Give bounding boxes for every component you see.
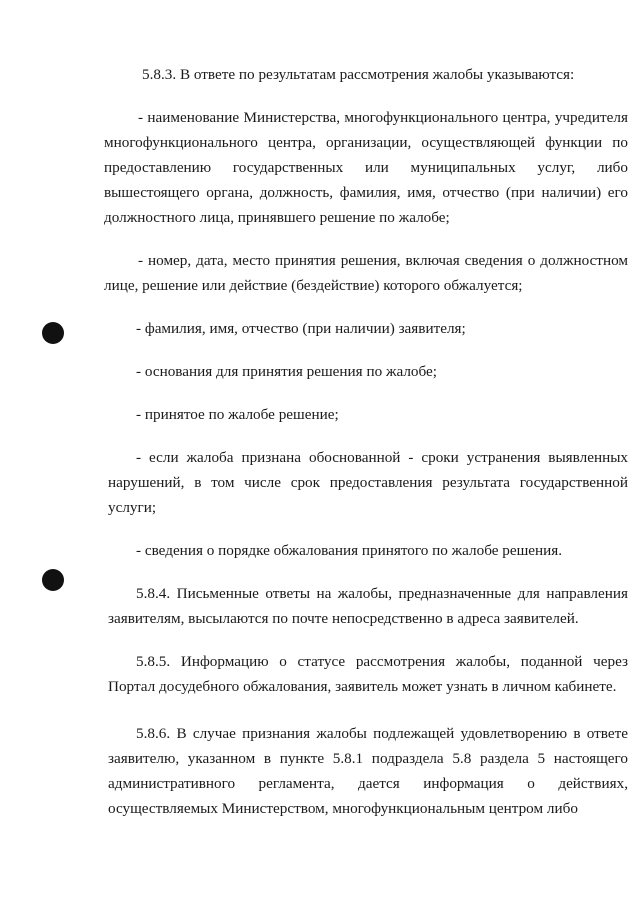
list-item-decision-grounds: - основания для принятия решения по жалобе;: [136, 363, 437, 380]
paragraph-5-8-5: 5.8.5. Информацию о статусе рассмотрения жалобы, поданной через Портал досудебного обжалования, заявитель может узнать в личном кабинете.: [108, 653, 628, 695]
paragraph-5-8-6: 5.8.6. В случае признания жалобы подлежащей удовлетворению в ответе заявителю, указанном в пункте 5.8.1 подраздела 5.8 раздела 5 настоящего административного регламента, дается информация о действиях, осуществляемых Министерством, многофункциональным центром либо: [108, 725, 628, 817]
document-body: [104, 62, 628, 821]
list-item-appeal-procedure: - сведения о порядке обжалования принятого по жалобе решения.: [136, 542, 563, 559]
list-item-violations-deadline: - если жалоба признана обоснованной - сроки устранения выявленных нарушений, в том числе срок предоставления результата государственной услуги;: [108, 449, 628, 516]
paragraph-5-8-3-heading: 5.8.3. В ответе по результатам рассмотрения жалобы указываются:: [142, 66, 575, 83]
paragraph-5-8-4: 5.8.4. Письменные ответы на жалобы, предназначенные для направления заявителям, высылаются по почте непосредственно в адреса заявителей.: [108, 585, 628, 627]
punch-hole-mark: [42, 322, 64, 344]
punch-hole-mark: [42, 569, 64, 591]
list-item-ministry-name: - наименование Министерства, многофункционального центра, учредителя многофункционального центра, организации, осуществляющей функции по предоставлению государственных или муниципальных услуг, либо вышестоящего органа, должность, фамилия, имя, отчество (при наличии) его должностного лица, принявшего решение по жалобе;: [104, 109, 628, 226]
list-item-decision-taken: - принятое по жалобе решение;: [136, 406, 339, 423]
list-item-applicant-name: - фамилия, имя, отчество (при наличии) заявителя;: [136, 320, 466, 337]
list-item-decision-details: - номер, дата, место принятия решения, включая сведения о должностном лице, решение или действие (бездействие) которого обжалуется;: [104, 252, 628, 294]
